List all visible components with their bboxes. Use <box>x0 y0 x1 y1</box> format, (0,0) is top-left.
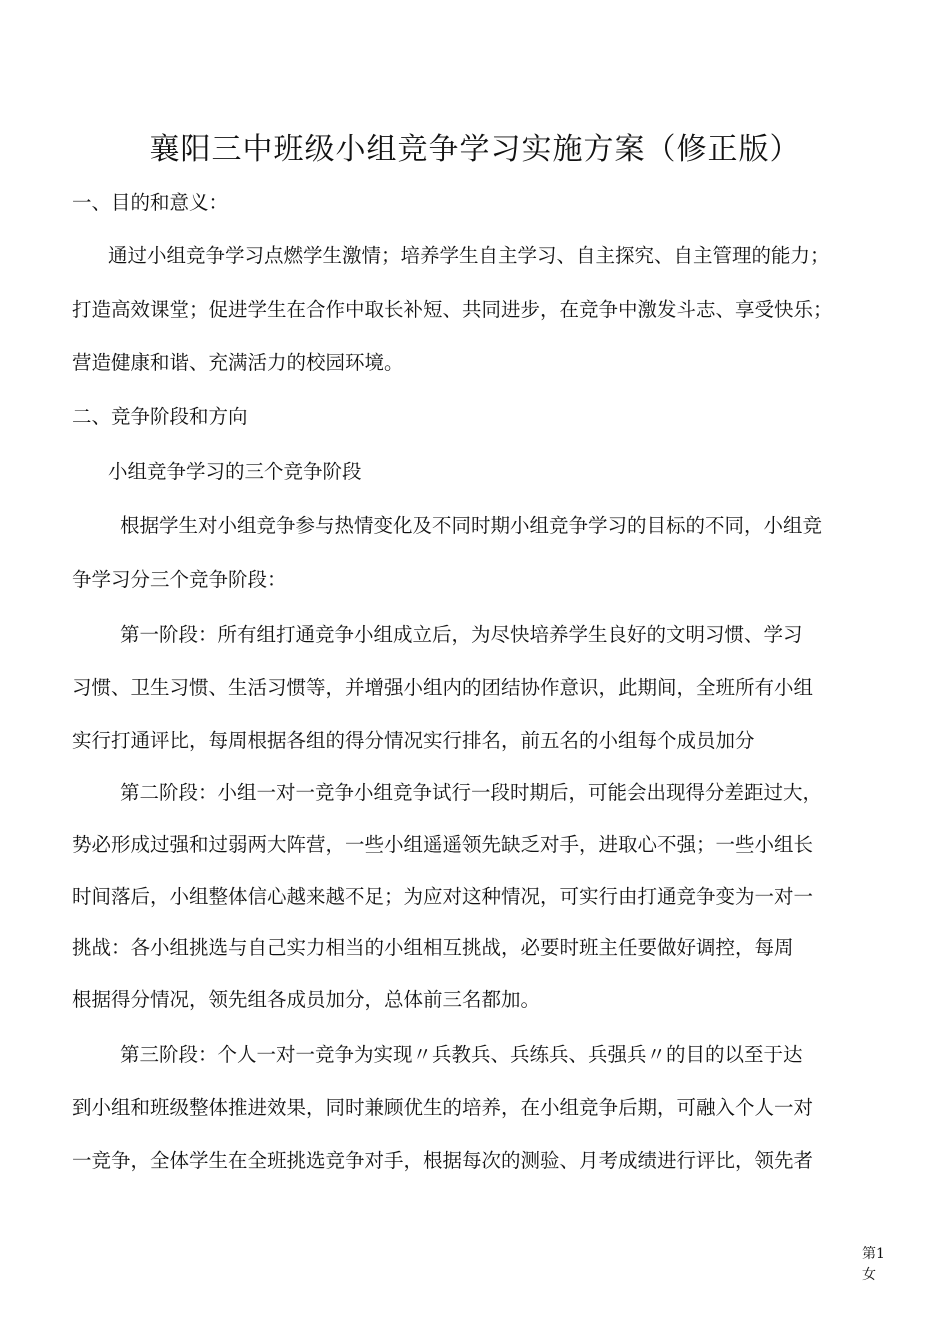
paragraph-line: 实行打通评比，每周根据各组的得分情况实行排名，前五名的小组每个成员加分 <box>72 729 755 752</box>
paragraph-line: 根据学生对小组竞争参与热情变化及不同时期小组竞争学习的目标的不同，小组竞 <box>120 514 823 537</box>
paragraph-line: 一竞争，全体学生在全班挑选竞争对手，根据每次的测验、月考成绩进行评比，领先者 <box>72 1149 814 1172</box>
paragraph-line: 挑战：各小组挑选与自己实力相当的小组相互挑战，必要时班主任要做好调控，每周 <box>72 936 794 959</box>
paragraph-line: 势必形成过强和过弱两大阵营，一些小组遥遥领先缺乏对手，进取心不强；一些小组长 <box>72 833 814 856</box>
section-heading-stages: 二、竞争阶段和方向 <box>72 405 248 428</box>
paragraph-line: 打造高效课堂；促进学生在合作中取长补短、共同进步，在竞争中激发斗志、享受快乐； <box>72 298 833 321</box>
paragraph-line: 习惯、卫生习惯、生活习惯等，并增强小组内的团结协作意识，此期间，全班所有小组 <box>72 676 814 699</box>
paragraph-line: 营造健康和谐、充满活力的校园环境。 <box>72 351 404 374</box>
paragraph-line: 争学习分三个竞争阶段： <box>72 568 287 591</box>
paragraph-line: 通过小组竞争学习点燃学生激情；培养学生自主学习、自主探究、自主管理的能力； <box>108 244 830 267</box>
paragraph-line-stage-three: 第三阶段：个人一对一竞争为实现〃兵教兵、兵练兵、兵强兵〃的目的以至于达 <box>120 1043 803 1066</box>
paragraph-line: 时间落后，小组整体信心越来越不足；为应对这种情况，可实行由打通竞争变为一对一 <box>72 885 814 908</box>
page-number-line: 女 <box>862 1267 876 1283</box>
paragraph-line: 根据得分情况，领先组各成员加分，总体前三名都加。 <box>72 988 541 1011</box>
page-number-line: 第1 <box>862 1246 885 1262</box>
paragraph-line: 到小组和班级整体推进效果，同时兼顾优生的培养，在小组竞争后期，可融入个人一对 <box>72 1096 814 1119</box>
subheading-three-stages: 小组竞争学习的三个竞争阶段 <box>108 460 362 483</box>
page-number <box>862 1244 885 1286</box>
paragraph-line-stage-two: 第二阶段：小组一对一竞争小组竞争试行一段时期后，可能会出现得分差距过大， <box>120 781 823 804</box>
document-title: 襄阳三中班级小组竞争学习实施方案（修正版） <box>149 132 801 167</box>
section-heading-purpose: 一、目的和意义： <box>72 191 229 214</box>
paragraph-line-stage-one: 第一阶段：所有组打通竞争小组成立后，为尽快培养学生良好的文明习惯、学习 <box>120 623 803 646</box>
